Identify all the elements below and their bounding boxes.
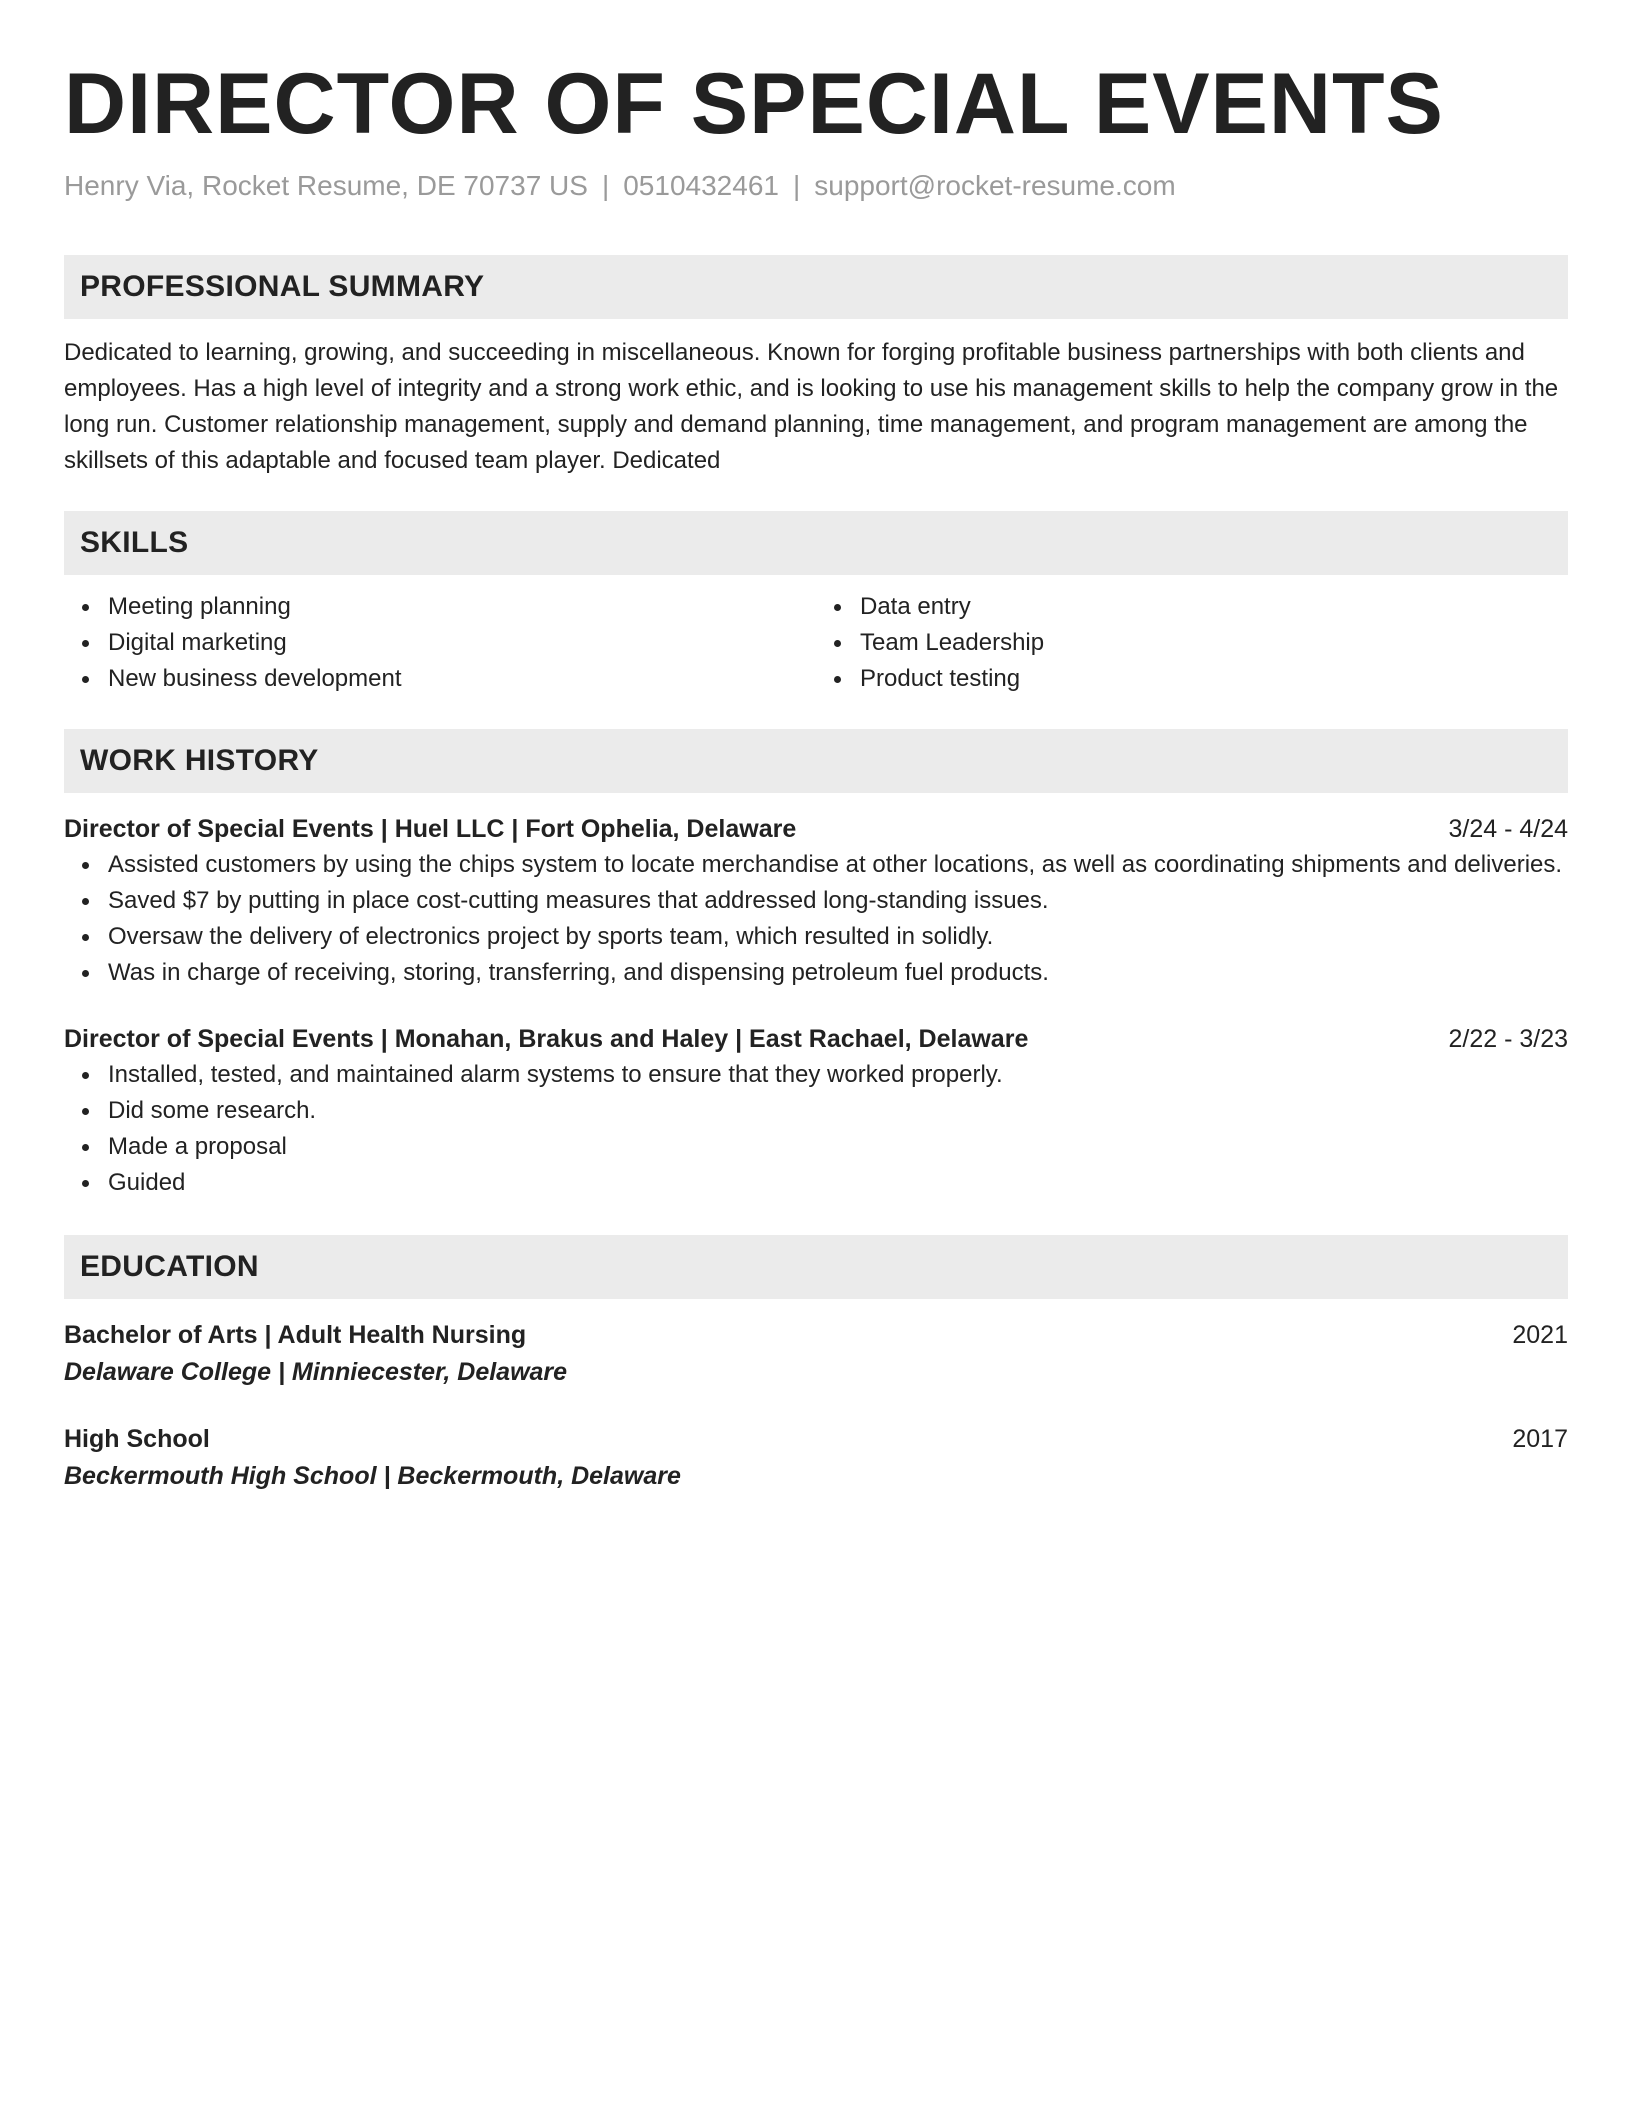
job-bullet-list: [64, 1057, 1568, 1201]
education-year: 2021: [1512, 1320, 1568, 1349]
contact-phone: 0510432461: [623, 170, 779, 202]
contact-separator: |: [792, 170, 801, 202]
work-history-section: [64, 729, 1568, 1201]
education-section: [64, 1235, 1568, 1495]
contact-separator: |: [601, 170, 610, 202]
resume-title: DIRECTOR OF SPECIAL EVENTS: [64, 56, 1444, 152]
education-heading: EDUCATION: [64, 1235, 1568, 1299]
job-bullet: Made a proposal: [108, 1129, 1568, 1165]
skill-item: Data entry: [860, 589, 1568, 625]
job-bullet: Installed, tested, and maintained alarm systems to ensure that they worked properly.: [108, 1057, 1568, 1093]
summary-section: [64, 255, 1568, 479]
skill-item: Meeting planning: [108, 589, 816, 625]
education-entry: [64, 1421, 1568, 1495]
education-school: Beckermouth High School | Beckermouth, Delaware: [64, 1461, 681, 1490]
job-bullet: Was in charge of receiving, storing, transferring, and dispensing petroleum fuel products.: [108, 955, 1568, 991]
job-bullet: Did some research.: [108, 1093, 1568, 1129]
education-entry: [64, 1317, 1568, 1391]
job-bullet: Saved $7 by putting in place cost-cutting measures that addressed long-standing issues.: [108, 883, 1568, 919]
job-header: [64, 1021, 1568, 1057]
skill-item: Team Leadership: [860, 625, 1568, 661]
skill-item: Product testing: [860, 661, 1568, 697]
education-degree: Bachelor of Arts | Adult Health Nursing: [64, 1320, 527, 1349]
education-degree: High School: [64, 1424, 210, 1453]
contact-line: [64, 168, 1568, 204]
job-bullet: Assisted customers by using the chips system to locate merchandise at other locations, as well as coordinating shipments and deliveries.: [108, 847, 1568, 883]
work-history-heading: WORK HISTORY: [64, 729, 1568, 793]
summary-text: Dedicated to learning, growing, and succeeding in miscellaneous. Known for forging profitable business partnerships with both clients and employees. Has a high level of integrity and a strong work ethic, and is looking to use his management skills to help the company grow in the long run. Customer relationship management, supply and demand planning, time management, and program management are among the skillsets of this adaptable and focused team player. Dedicated: [64, 338, 1559, 474]
skill-item: Digital marketing: [108, 625, 816, 661]
contact-address: Henry Via, Rocket Resume, DE 70737 US: [64, 170, 588, 202]
job-dates: 3/24 - 4/24: [1448, 814, 1568, 843]
skills-section: [64, 511, 1568, 697]
job-title: Director of Special Events | Huel LLC | Fort Ophelia, Delaware: [64, 814, 797, 843]
skill-item: New business development: [108, 661, 816, 697]
education-header: [64, 1421, 1568, 1457]
job-header: [64, 811, 1568, 847]
skills-column-left: [64, 589, 816, 697]
job-bullet-list: [64, 847, 1568, 991]
skills-column-right: [816, 589, 1568, 697]
summary-heading: PROFESSIONAL SUMMARY: [64, 255, 1568, 319]
job-dates: 2/22 - 3/23: [1448, 1024, 1568, 1053]
contact-email: support@rocket-resume.com: [814, 170, 1176, 202]
education-school: Delaware College | Minniecester, Delaware: [64, 1357, 568, 1386]
education-header: [64, 1317, 1568, 1353]
skills-heading: SKILLS: [64, 511, 1568, 575]
education-year: 2017: [1512, 1424, 1568, 1453]
job-bullet: Guided: [108, 1165, 1568, 1201]
skills-grid: [64, 589, 1568, 697]
job-bullet: Oversaw the delivery of electronics project by sports team, which resulted in solidly.: [108, 919, 1568, 955]
job-entry: [64, 1021, 1568, 1201]
job-title: Director of Special Events | Monahan, Brakus and Haley | East Rachael, Delaware: [64, 1024, 1029, 1053]
job-entry: [64, 811, 1568, 991]
